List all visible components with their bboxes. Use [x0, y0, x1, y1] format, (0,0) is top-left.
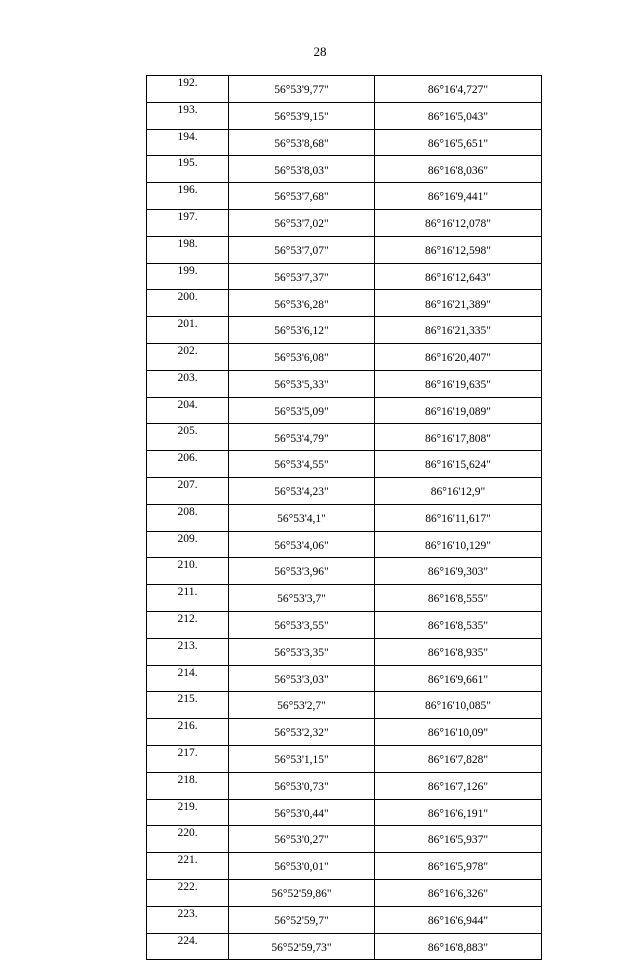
- latitude-cell: 56°53'7,37": [229, 263, 375, 290]
- longitude-cell: 86°16'20,407": [375, 343, 542, 370]
- table-row: [147, 853, 542, 880]
- longitude-cell: 86°16'6,191": [375, 799, 542, 826]
- latitude-cell: 56°53'5,33": [229, 370, 375, 397]
- latitude-cell: 56°53'0,01": [229, 853, 375, 880]
- longitude-cell: 86°16'10,085": [375, 692, 542, 719]
- longitude-cell: 86°16'19,635": [375, 370, 542, 397]
- latitude-cell: 56°53'7,68": [229, 183, 375, 210]
- latitude-cell: 56°53'6,12": [229, 317, 375, 344]
- table-row: [147, 504, 542, 531]
- coordinates-table: [146, 75, 542, 960]
- point-number-cell: 221.: [147, 853, 229, 880]
- table-row: [147, 879, 542, 906]
- latitude-cell: 56°52'59,73": [229, 933, 375, 960]
- latitude-cell: 56°53'8,68": [229, 129, 375, 156]
- table-row: [147, 317, 542, 344]
- longitude-cell: 86°16'21,389": [375, 290, 542, 317]
- latitude-cell: 56°52'59,7": [229, 906, 375, 933]
- point-number-cell: 211.: [147, 585, 229, 612]
- table-row: [147, 611, 542, 638]
- latitude-cell: 56°53'3,96": [229, 558, 375, 585]
- latitude-cell: 56°53'4,06": [229, 531, 375, 558]
- latitude-cell: 56°53'9,15": [229, 102, 375, 129]
- table-row: [147, 183, 542, 210]
- longitude-cell: 86°16'11,617": [375, 504, 542, 531]
- page-number: 28: [313, 44, 327, 59]
- latitude-cell: 56°52'59,86": [229, 879, 375, 906]
- latitude-cell: 56°53'2,32": [229, 719, 375, 746]
- longitude-cell: 86°16'5,651": [375, 129, 542, 156]
- point-number-cell: 208.: [147, 504, 229, 531]
- point-number-cell: 207.: [147, 477, 229, 504]
- table-row: [147, 209, 542, 236]
- latitude-cell: 56°53'9,77": [229, 76, 375, 103]
- longitude-cell: 86°16'19,089": [375, 397, 542, 424]
- point-number-cell: 213.: [147, 638, 229, 665]
- longitude-cell: 86°16'7,828": [375, 745, 542, 772]
- longitude-cell: 86°16'5,978": [375, 853, 542, 880]
- latitude-cell: 56°53'4,23": [229, 477, 375, 504]
- table-row: [147, 906, 542, 933]
- latitude-cell: 56°53'4,1": [229, 504, 375, 531]
- latitude-cell: 56°53'3,7": [229, 585, 375, 612]
- point-number-cell: 206.: [147, 451, 229, 478]
- table-row: [147, 102, 542, 129]
- point-number-cell: 198.: [147, 236, 229, 263]
- point-number-cell: 193.: [147, 102, 229, 129]
- table-row: [147, 477, 542, 504]
- table-row: [147, 531, 542, 558]
- table-row: [147, 558, 542, 585]
- latitude-cell: 56°53'8,03": [229, 156, 375, 183]
- point-number-cell: 209.: [147, 531, 229, 558]
- longitude-cell: 86°16'12,643": [375, 263, 542, 290]
- point-number-cell: 201.: [147, 317, 229, 344]
- table-row: [147, 370, 542, 397]
- latitude-cell: 56°53'0,27": [229, 826, 375, 853]
- point-number-cell: 199.: [147, 263, 229, 290]
- longitude-cell: 86°16'21,335": [375, 317, 542, 344]
- point-number-cell: 212.: [147, 611, 229, 638]
- point-number-cell: 218.: [147, 772, 229, 799]
- longitude-cell: 86°16'17,808": [375, 424, 542, 451]
- point-number-cell: 202.: [147, 343, 229, 370]
- point-number-cell: 214.: [147, 665, 229, 692]
- longitude-cell: 86°16'9,661": [375, 665, 542, 692]
- latitude-cell: 56°53'4,79": [229, 424, 375, 451]
- latitude-cell: 56°53'6,28": [229, 290, 375, 317]
- latitude-cell: 56°53'3,35": [229, 638, 375, 665]
- point-number-cell: 217.: [147, 745, 229, 772]
- latitude-cell: 56°53'3,55": [229, 611, 375, 638]
- longitude-cell: 86°16'7,126": [375, 772, 542, 799]
- point-number-cell: 210.: [147, 558, 229, 585]
- point-number-cell: 219.: [147, 799, 229, 826]
- table-row: [147, 290, 542, 317]
- table-row: [147, 397, 542, 424]
- longitude-cell: 86°16'9,441": [375, 183, 542, 210]
- table-row: [147, 933, 542, 960]
- table-row: [147, 236, 542, 263]
- coordinates-table-body: [147, 76, 542, 960]
- point-number-cell: 194.: [147, 129, 229, 156]
- longitude-cell: 86°16'8,036": [375, 156, 542, 183]
- point-number-cell: 203.: [147, 370, 229, 397]
- longitude-cell: 86°16'10,09": [375, 719, 542, 746]
- latitude-cell: 56°53'5,09": [229, 397, 375, 424]
- longitude-cell: 86°16'5,043": [375, 102, 542, 129]
- latitude-cell: 56°53'0,73": [229, 772, 375, 799]
- table-row: [147, 129, 542, 156]
- point-number-cell: 192.: [147, 76, 229, 103]
- point-number-cell: 222.: [147, 879, 229, 906]
- longitude-cell: 86°16'12,078": [375, 209, 542, 236]
- longitude-cell: 86°16'8,535": [375, 611, 542, 638]
- longitude-cell: 86°16'15,624": [375, 451, 542, 478]
- table-row: [147, 343, 542, 370]
- latitude-cell: 56°53'7,02": [229, 209, 375, 236]
- longitude-cell: 86°16'5,937": [375, 826, 542, 853]
- longitude-cell: 86°16'4,727": [375, 76, 542, 103]
- point-number-cell: 196.: [147, 183, 229, 210]
- longitude-cell: 86°16'8,555": [375, 585, 542, 612]
- table-row: [147, 263, 542, 290]
- table-row: [147, 156, 542, 183]
- point-number-cell: 197.: [147, 209, 229, 236]
- point-number-cell: 195.: [147, 156, 229, 183]
- longitude-cell: 86°16'6,944": [375, 906, 542, 933]
- table-row: [147, 665, 542, 692]
- longitude-cell: 86°16'9,303": [375, 558, 542, 585]
- latitude-cell: 56°53'0,44": [229, 799, 375, 826]
- longitude-cell: 86°16'12,9": [375, 477, 542, 504]
- point-number-cell: 200.: [147, 290, 229, 317]
- table-row: [147, 638, 542, 665]
- table-row: [147, 826, 542, 853]
- table-row: [147, 719, 542, 746]
- point-number-cell: 215.: [147, 692, 229, 719]
- table-row: [147, 692, 542, 719]
- point-number-cell: 220.: [147, 826, 229, 853]
- point-number-cell: 216.: [147, 719, 229, 746]
- table-row: [147, 76, 542, 103]
- table-row: [147, 799, 542, 826]
- table-row: [147, 772, 542, 799]
- longitude-cell: 86°16'10,129": [375, 531, 542, 558]
- longitude-cell: 86°16'8,935": [375, 638, 542, 665]
- point-number-cell: 205.: [147, 424, 229, 451]
- table-row: [147, 424, 542, 451]
- longitude-cell: 86°16'8,883": [375, 933, 542, 960]
- table-row: [147, 451, 542, 478]
- latitude-cell: 56°53'4,55": [229, 451, 375, 478]
- longitude-cell: 86°16'6,326": [375, 879, 542, 906]
- latitude-cell: 56°53'7,07": [229, 236, 375, 263]
- table-row: [147, 745, 542, 772]
- point-number-cell: 223.: [147, 906, 229, 933]
- table-row: [147, 585, 542, 612]
- latitude-cell: 56°53'6,08": [229, 343, 375, 370]
- point-number-cell: 224.: [147, 933, 229, 960]
- latitude-cell: 56°53'1,15": [229, 745, 375, 772]
- latitude-cell: 56°53'2,7": [229, 692, 375, 719]
- point-number-cell: 204.: [147, 397, 229, 424]
- latitude-cell: 56°53'3,03": [229, 665, 375, 692]
- longitude-cell: 86°16'12,598": [375, 236, 542, 263]
